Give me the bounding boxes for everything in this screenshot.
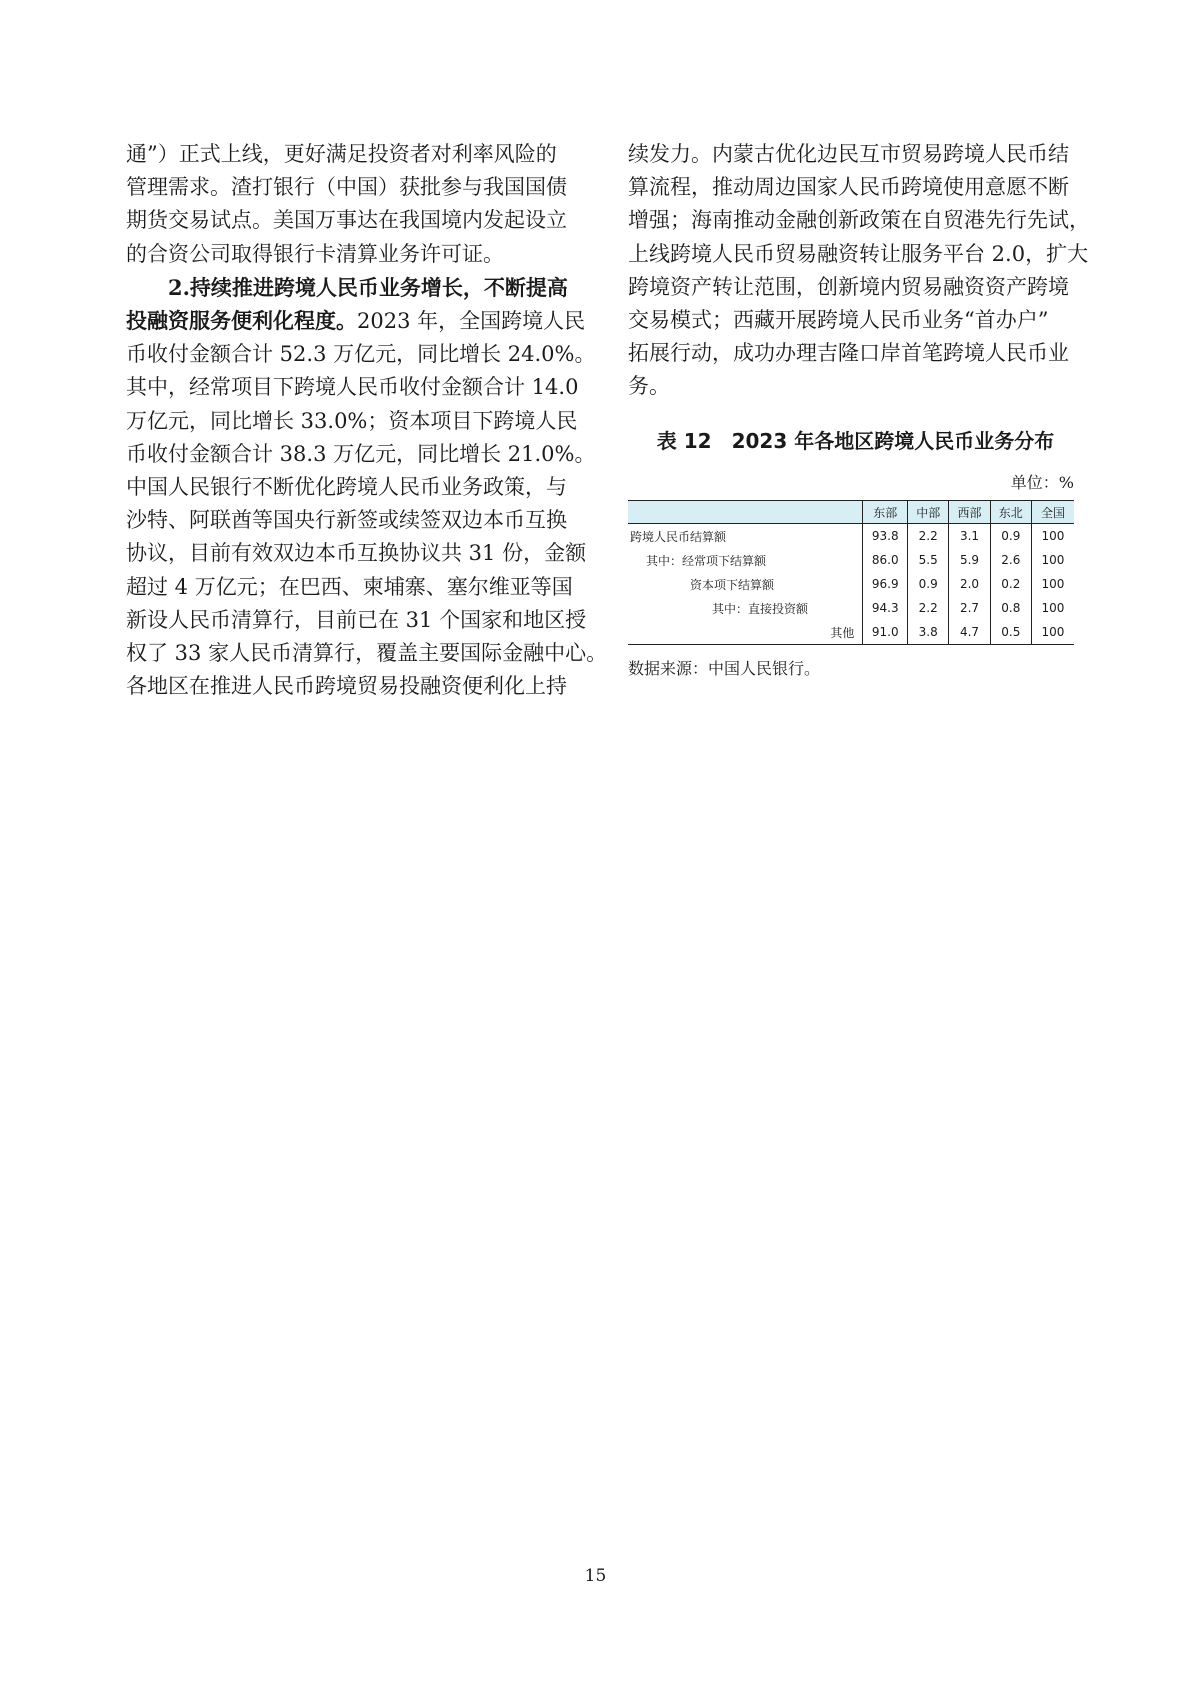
row-label: 其中：直接投资额 <box>712 601 809 616</box>
text-line: 通”）正式上线，更好满足投资者对利率风险的 <box>126 142 557 166</box>
text-line: 期货交易试点。美国万事达在我国境内发起设立 <box>126 208 567 233</box>
text-line: 务。 <box>628 374 670 399</box>
text-line: 拓展行动，成功办理吉隆口岸首笔跨境人民币业 <box>628 341 1069 366</box>
text-line <box>126 304 586 338</box>
table-cell: 0.9 <box>908 572 949 596</box>
table-cell: 5.9 <box>949 548 990 572</box>
text-line: 续发力。内蒙古优化边民互市贸易跨境人民币结 <box>628 142 1069 166</box>
text-line: 沙特、阿联酋等国央行新签或续签双边本币互换 <box>126 508 567 533</box>
table-cell: 2.2 <box>908 596 949 620</box>
row-label: 资本项下结算额 <box>690 577 775 592</box>
left-text-column <box>126 138 608 703</box>
column-header-national: 全国 <box>1031 501 1074 524</box>
row-label: 其他 <box>830 625 855 640</box>
table-cell: 86.0 <box>863 548 908 572</box>
section-heading-continued: 投融资服务便利化程度。 <box>126 308 357 334</box>
column-header-east: 东部 <box>863 501 908 524</box>
text-line: 的合资公司取得银行卡清算业务许可证。 <box>126 241 504 266</box>
text-line: 新设人民币清算行，目前已在 31 个国家和地区授 <box>126 607 587 632</box>
table-row <box>628 596 1074 620</box>
text-line: 各地区在推进人民币跨境贸易投融资便利化上持 <box>126 674 567 699</box>
table-cell: 5.5 <box>908 548 949 572</box>
text-line: 增强；海南推动金融创新政策在自贸港先行先试， <box>628 208 1090 233</box>
table-cell: 0.9 <box>990 524 1031 549</box>
table-cell: 2.0 <box>949 572 990 596</box>
table-cell: 93.8 <box>863 524 908 549</box>
section-heading: 2.持续推进跨境人民币业务增长，不断提高 <box>168 274 568 300</box>
table-row <box>628 620 1074 645</box>
text-line: 跨境资产转让范围，创新境内贸易融资资产跨境 <box>628 274 1069 299</box>
text-line: 币收付金额合计 52.3 万亿元，同比增长 24.0%。 <box>126 342 596 367</box>
paragraph-1 <box>126 138 581 271</box>
row-label: 其中：经常项下结算额 <box>646 553 767 568</box>
table-cell: 3.8 <box>908 620 949 645</box>
text-line: 中国人民银行不断优化跨境人民币业务政策，与 <box>126 475 567 500</box>
table-row <box>628 572 1074 596</box>
table-cell: 3.1 <box>949 524 990 549</box>
table-row <box>628 524 1074 549</box>
column-header-northeast: 东北 <box>990 501 1031 524</box>
table-cell: 2.7 <box>949 596 990 620</box>
table-cell: 91.0 <box>863 620 908 645</box>
text-line: 交易模式；西藏开展跨境人民币业务“首办户” <box>628 308 1049 333</box>
row-label: 跨境人民币结算额 <box>630 529 727 544</box>
table-header-blank <box>628 501 863 524</box>
text-line: 协议，目前有效双边本币互换协议共 31 份，金额 <box>126 541 587 566</box>
table-title: 表 12 2023 年各地区跨境人民币业务分布 <box>656 429 1055 453</box>
region-distribution-table <box>628 500 1074 645</box>
table-cell: 100 <box>1031 548 1074 572</box>
table-cell: 2.6 <box>990 548 1031 572</box>
data-table <box>628 500 1074 645</box>
table-cell: 100 <box>1031 596 1074 620</box>
table-cell: 100 <box>1031 572 1074 596</box>
right-text-column <box>628 138 1090 404</box>
text-line: 币收付金额合计 38.3 万亿元，同比增长 21.0%。 <box>126 441 596 466</box>
table-unit-label: 单位：% <box>1010 473 1074 492</box>
text-line: 管理需求。渣打银行（中国）获批参与我国国债 <box>126 175 567 200</box>
page-number: 15 <box>584 1566 607 1586</box>
table-cell: 0.5 <box>990 620 1031 645</box>
text-line: 算流程，推动周边国家人民币跨境使用意愿不断 <box>628 175 1069 200</box>
table-source-note: 数据来源：中国人民银行。 <box>628 659 821 678</box>
table-header-row <box>628 501 1074 524</box>
column-header-central: 中部 <box>908 501 949 524</box>
table-cell: 0.8 <box>990 596 1031 620</box>
text-line: 权了 33 家人民币清算行，覆盖主要国际金融中心。 <box>126 641 608 666</box>
text-line: 超过 4 万亿元；在巴西、柬埔寨、塞尔维亚等国 <box>126 574 573 599</box>
text-line: 其中，经常项目下跨境人民币收付金额合计 14.0 <box>126 375 579 400</box>
table-cell: 0.2 <box>990 572 1031 596</box>
table-cell: 2.2 <box>908 524 949 549</box>
table-cell: 4.7 <box>949 620 990 645</box>
table-cell: 96.9 <box>863 572 908 596</box>
table-cell: 94.3 <box>863 596 908 620</box>
table-cell: 100 <box>1031 524 1074 549</box>
column-header-west: 西部 <box>949 501 990 524</box>
paragraph-3 <box>628 138 1090 404</box>
text-line: 上线跨境人民币贸易融资转让服务平台 2.0，扩大 <box>628 241 1089 266</box>
table-row <box>628 548 1074 572</box>
text-line: 万亿元，同比增长 33.0%；资本项目下跨境人民 <box>126 408 578 433</box>
text-run: 2023 年，全国跨境人民 <box>357 309 586 334</box>
paragraph-2 <box>126 271 608 704</box>
table-cell: 100 <box>1031 620 1074 645</box>
